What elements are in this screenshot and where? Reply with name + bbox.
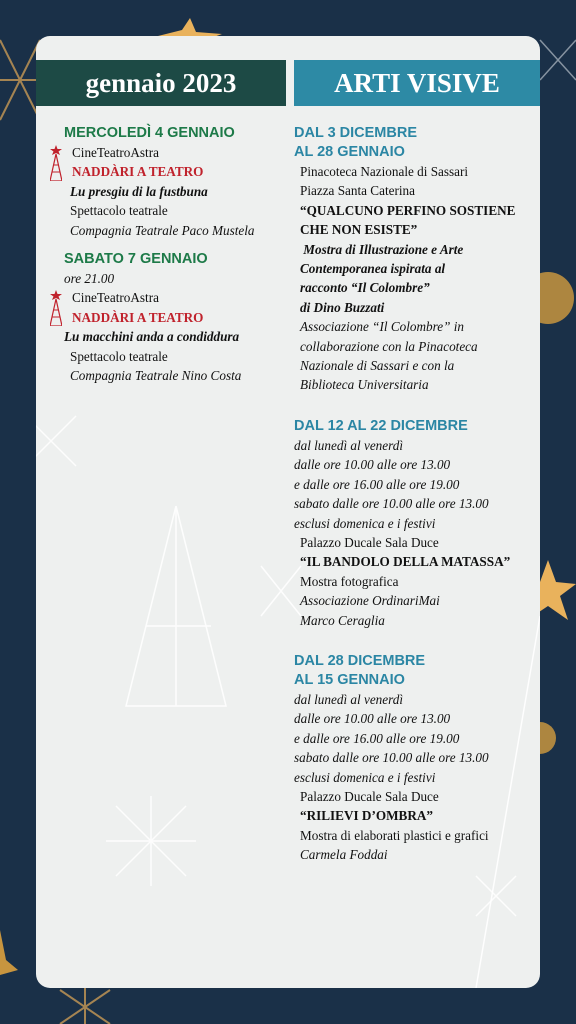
exhibition-title: CHE NON ESISTE” — [300, 222, 418, 238]
event-time: ore 21.00 — [64, 271, 115, 287]
exhibition-organizer: Associazione “Il Colombre” in — [300, 319, 464, 335]
month-header: gennaio 2023 — [36, 60, 286, 106]
exhibition-title: “IL BANDOLO DELLA MATASSA” — [300, 554, 511, 570]
event-venue: CineTeatroAstra — [72, 145, 159, 160]
exhibition-hours: dal lunedì al venerdì — [294, 691, 404, 707]
program-card — [36, 36, 540, 988]
event-series: NADDÀRI A TEATRO — [72, 164, 204, 180]
exhibition-title: “RILIEVI D’OMBRA” — [300, 808, 433, 824]
exhibition-hours: dalle ore 10.00 alle ore 13.00 — [294, 711, 451, 727]
event-date: SABATO 7 GENNAIO — [64, 251, 208, 268]
exhibition-subtitle: Contemporanea ispirata al — [300, 261, 446, 277]
exhibition-organizer: Biblioteca Universitaria — [300, 377, 429, 393]
exhibition-organizer: Associazione OrdinariMai — [300, 593, 440, 609]
exhibition-subtitle: racconto “Il Colombre” — [300, 280, 430, 296]
exhibition-hours: e dalle ore 16.00 alle ore 19.00 — [294, 476, 460, 492]
event-entry — [64, 250, 289, 385]
exhibition-organizer: Marco Ceraglia — [300, 612, 385, 628]
theatre-events-column — [64, 124, 289, 385]
exhibition-place: Palazzo Ducale Sala Duce — [300, 788, 439, 804]
exhibition-place: Piazza Santa Caterina — [300, 183, 415, 199]
exhibition-type: Mostra di elaborati plastici e grafici — [300, 827, 489, 843]
exhibition-hours: e dalle ore 16.00 alle ore 19.00 — [294, 730, 460, 746]
exhibition-hours: sabato dalle ore 10.00 alle ore 13.00 — [294, 496, 489, 512]
venue-logo-row — [64, 143, 289, 182]
exhibition-hours: esclusi domenica e i festivi — [294, 769, 436, 785]
event-company: Compagnia Teatrale Nino Costa — [70, 368, 242, 384]
christmas-tree-icon — [126, 506, 226, 706]
event-type: Spettacolo teatrale — [70, 348, 168, 364]
event-venue: CineTeatroAstra — [72, 290, 159, 306]
exhibition-entry — [294, 124, 529, 395]
exhibition-date: DAL 28 DICEMBRE — [294, 652, 426, 669]
exhibition-organizer: collaborazione con la Pinacoteca — [300, 338, 478, 354]
event-entry — [64, 124, 289, 240]
exhibition-subtitle: di Dino Buzzati — [300, 299, 385, 315]
venue-logo-row — [64, 288, 289, 327]
visual-arts-column — [294, 124, 529, 865]
section-header: ARTI VISIVE — [294, 60, 540, 106]
exhibition-place: Palazzo Ducale Sala Duce — [300, 534, 439, 550]
exhibition-hours: dal lunedì al venerdì — [294, 437, 404, 453]
exhibition-organizer: Nazionale di Sassari e con la — [300, 358, 455, 374]
exhibition-author: Carmela Foddai — [300, 847, 388, 863]
exhibition-date: AL 28 GENNAIO — [294, 144, 405, 160]
exhibition-hours: esclusi domenica e i festivi — [294, 515, 436, 531]
event-series: NADDÀRI A TEATRO — [72, 309, 204, 325]
event-title: Lu macchini anda a condiddura — [64, 329, 240, 345]
event-type: Spettacolo teatrale — [70, 203, 168, 219]
christmas-tree-icon — [50, 290, 62, 326]
exhibition-date: DAL 3 DICEMBRE — [294, 125, 417, 141]
exhibition-subtitle: Mostra di Illustrazione e Arte — [300, 241, 464, 257]
exhibition-hours: sabato dalle ore 10.00 alle ore 13.00 — [294, 750, 489, 766]
exhibition-title: “QUALCUNO PERFINO SOSTIENE — [300, 202, 516, 218]
exhibition-entry — [294, 417, 529, 630]
exhibition-hours: dalle ore 10.00 alle ore 13.00 — [294, 457, 451, 473]
event-date: MERCOLEDÌ 4 GENNAIO — [64, 125, 235, 141]
event-title: Lu presgiu di la fustbuna — [70, 183, 208, 199]
christmas-tree-icon — [50, 145, 62, 181]
exhibition-type: Mostra fotografica — [300, 573, 399, 589]
exhibition-date: AL 15 GENNAIO — [294, 671, 405, 688]
event-company: Compagnia Teatrale Paco Mustela — [70, 222, 255, 238]
exhibition-entry — [294, 652, 529, 865]
exhibition-date: DAL 12 AL 22 DICEMBRE — [294, 417, 468, 434]
exhibition-place: Pinacoteca Nazionale di Sassari — [300, 164, 469, 179]
snowflake-icon — [106, 796, 196, 886]
